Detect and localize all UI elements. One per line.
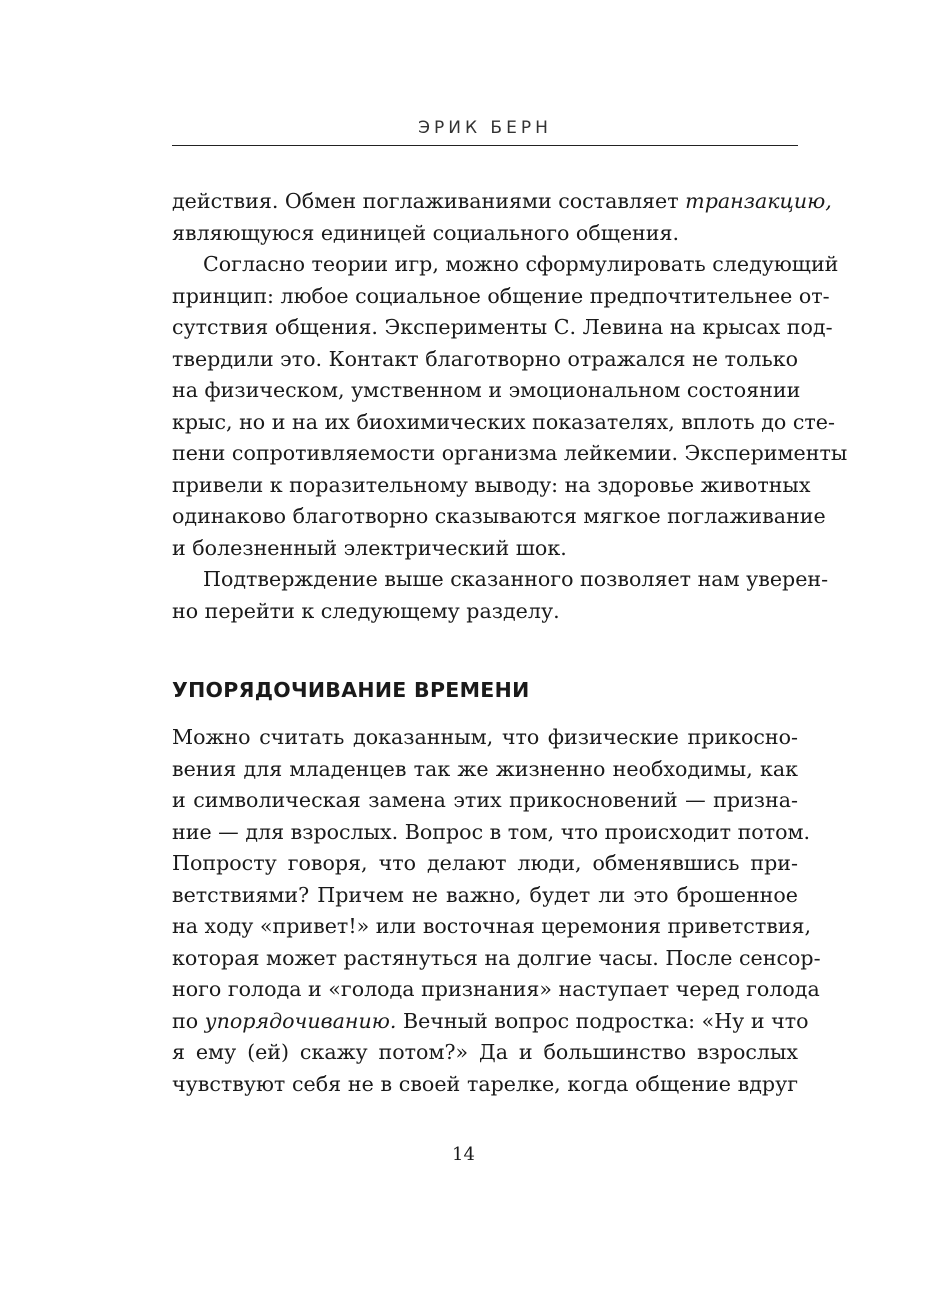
paragraph-2 (172, 249, 848, 564)
text-line: Можно считать доказанным, что физические прикосно- (172, 725, 798, 749)
text-line: которая может растянуться на долгие часы. После сенсор- (172, 945, 821, 970)
running-head-author: ЭРИК БЕРН (418, 118, 552, 138)
text-line: на физическом, умственном и эмоциональном состоянии (172, 378, 801, 402)
text-line: вения для младенцев так же жизненно необходимы, как (172, 756, 798, 781)
text-line: ние — для взрослых. Вопрос в том, что происходит потом. (172, 819, 811, 844)
text-line: Попросту говоря, что делают люди, обменявшись при- (172, 851, 798, 875)
text-line: ного голода и «голода признания» наступает черед голода (172, 977, 820, 1001)
text-run: действия. Обмен поглаживаниями составляет (172, 189, 686, 213)
text-line (172, 1006, 809, 1038)
page-number: 14 (452, 1144, 475, 1165)
text-run: Вечный вопрос подростка: «Ну и что (396, 1008, 809, 1033)
italic-term: транзакцию, (685, 189, 832, 213)
text-line: но перейти к следующему разделу. (172, 598, 560, 623)
text-line: ветствиями? Причем не важно, будет ли это брошенное (172, 882, 798, 907)
header-rule (172, 145, 798, 146)
paragraph-3 (172, 564, 829, 627)
text-line: и болезненный электрический шок. (172, 535, 567, 560)
text-line (172, 186, 832, 218)
text-line: привели к поразительному выводу: на здоровье животных (172, 472, 811, 497)
italic-term: упорядочиванию. (204, 1008, 397, 1033)
text-line: крыс, но и на их биохимических показателях, вплоть до сте- (172, 409, 835, 434)
text-line: чувствуют себя не в своей тарелке, когда общение вдруг (172, 1071, 798, 1096)
text-line: на ходу «привет!» или восточная церемония приветствия, (172, 914, 812, 938)
text-line: принцип: любое социальное общение предпочтительнее от- (172, 283, 830, 308)
text-line: твердили это. Контакт благотворно отражался не только (172, 346, 798, 371)
text-line: я ему (ей) скажу потом?» Да и большинство взрослых (172, 1040, 798, 1064)
text-run: по (172, 1008, 205, 1033)
section-heading: УПОРЯДОЧИВАНИЕ ВРЕМЕНИ (172, 678, 530, 702)
text-line: одинаково благотворно сказываются мягкое поглаживание (172, 504, 826, 528)
paragraph-1 (172, 186, 832, 249)
text-line: пени сопротивляемости организма лейкемии. Эксперименты (172, 441, 848, 465)
text-line: и символическая замена этих прикосновений — призна- (172, 788, 798, 812)
text-line: Согласно теории игр, можно сформулировать следующий (203, 252, 839, 276)
text-line: Подтверждение выше сказанного позволяет нам уверен- (203, 567, 829, 591)
paragraph-4 (172, 722, 821, 1100)
text-line: сутствия общения. Эксперименты С. Левина на крысах под- (172, 315, 833, 339)
text-line: являющуюся единицей социального общения. (172, 220, 680, 245)
